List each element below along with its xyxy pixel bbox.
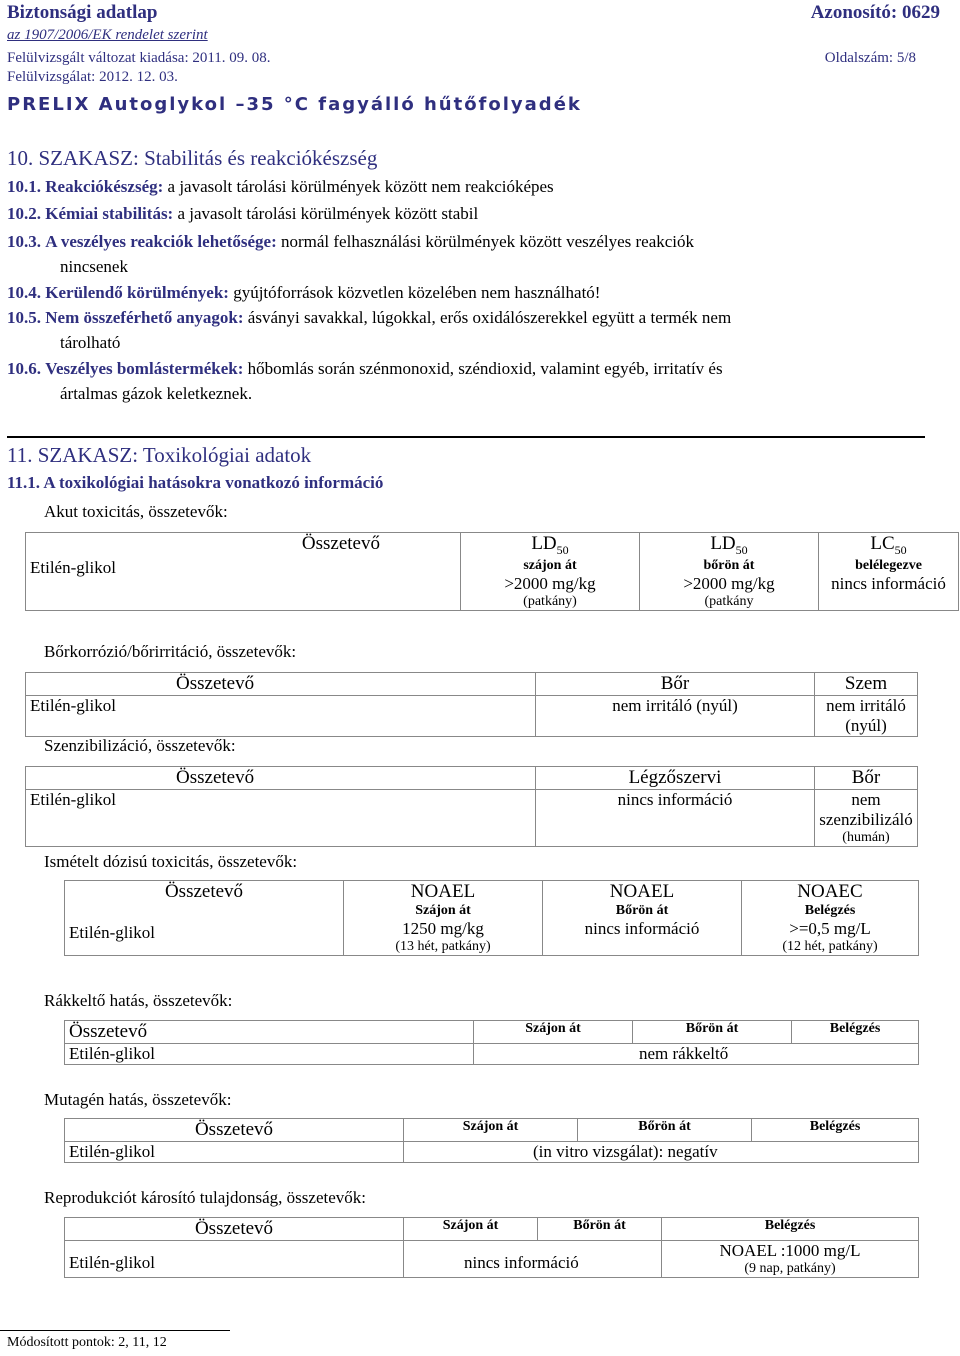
cell-header-oral: Szájon át (474, 1021, 633, 1044)
cell-value: (in vitro vizsgálat): negatív (404, 1142, 919, 1163)
cell-inhal: NOAEL :1000 mg/L (9 nap, patkány) (662, 1241, 919, 1278)
acute-toxicity-table (25, 532, 959, 611)
item-10-6: 10.6. Veszélyes bomlástermékek: hőbomlás során szénmonoxid, széndioxid, valamint egyéb, irritatív és ártalmas gázok keletkeznek. (7, 359, 723, 403)
reproductive-heading: Reprodukciót károsító tulajdonság, összetevők: (44, 1188, 366, 1207)
item-10-4: 10.4. Kerülendő körülmények: gyújtóforrások közvetlen közelében nem használható! (7, 283, 601, 302)
cell-header-ld-oral: $LD_{50}$ (461, 533, 640, 558)
cell-header-oral: Szájon át (404, 1218, 538, 1241)
cell-header-skin: Bőr (815, 767, 918, 790)
item-10-5: 10.5. Nem összeférhető anyagok: ásványi savakkal, lúgokkal, erős oxidálószerekkel együtt a termék nem tárolható (7, 308, 732, 352)
cell-header-skin: Bőr (536, 673, 815, 696)
item-10-2: 10.2. Kémiai stabilitás: a javasolt tárolási körülmények között stabil (7, 204, 479, 223)
cell-header-component: Összetevő (65, 1218, 404, 1241)
sensitization-table (25, 766, 918, 847)
cell-component: Etilén-glikol (26, 558, 461, 611)
sensitization-heading: Szenzibilizáció, összetevők: (44, 736, 236, 755)
product-name: PRELIX Autoglykol –35 °C fagyálló hűtőfolyadék (7, 94, 582, 115)
cell-header-resp: Légzőszervi (536, 767, 815, 790)
revision-date: Felülvizsgálat: 2012. 12. 03. (7, 69, 178, 85)
cell-oral: nincs információ (404, 1241, 662, 1278)
cell-component: Etilén-glikol (65, 1044, 474, 1065)
cell-inhal: Belégzés >=0,5 mg/L (12 hét, patkány) (742, 903, 919, 956)
cell-eye: nem irritáló (nyúl) (815, 696, 918, 737)
modified-points: Módosított pontok: 2, 11, 12 (7, 1335, 167, 1350)
cell-header-noaec: NOAEC (742, 881, 919, 904)
cell-header-noael-oral: NOAEL (344, 881, 543, 904)
cell-header-component: Összetevő (26, 767, 536, 790)
mutagenic-heading: Mutagén hatás, összetevők: (44, 1090, 232, 1109)
cell-header-component: Összetevő (65, 1021, 474, 1044)
cell-component: Etilén-glikol (26, 790, 536, 847)
cell-skin: Bőrön át nincs információ (543, 903, 742, 956)
cell-header-inhal: Belégzés (752, 1119, 919, 1142)
cell-component: Etilén-glikol (65, 1142, 404, 1163)
section-11-1-title: 11.1. A toxikológiai hatásokra vonatkozó információ (7, 473, 384, 492)
cell-header-inhal: Belégzés (792, 1021, 919, 1044)
cell-component: Etilén-glikol (65, 903, 344, 956)
mutagenic-table (64, 1118, 919, 1163)
footer-divider (0, 1330, 230, 1331)
cell-skin: nem szenzibilizáló (humán) (815, 790, 918, 847)
cell-header-oral: Szájon át (404, 1119, 578, 1142)
cell-header-component: Összetevő (65, 881, 344, 904)
cell-header-component: Összetevő (26, 673, 536, 696)
section-11-title: 11. SZAKASZ: Toxikológiai adatok (7, 443, 312, 467)
item-10-3: 10.3. A veszélyes reakciók lehetősége: normál felhasználási körülmények között veszélyes reakciók nincsenek (7, 232, 695, 276)
cell-skin: nem irritáló (nyúl) (536, 696, 815, 737)
carcinogenic-table (64, 1020, 919, 1065)
acute-toxicity-heading: Akut toxicitás, összetevők: (44, 502, 228, 521)
cell-header-skin: Bőrön át (538, 1218, 662, 1241)
skin-corrosion-heading: Bőrkorrózió/bőrirritáció, összetevők: (44, 642, 297, 661)
cell-component: Etilén-glikol (26, 696, 536, 737)
cell-component: Etilén-glikol (65, 1241, 404, 1278)
reproductive-table (64, 1217, 919, 1278)
cell-header-skin: Bőrön át (633, 1021, 792, 1044)
cell-inhal: belélegezve nincs információ (819, 558, 959, 611)
cell-header-component: Összetevő (65, 1119, 404, 1142)
section-10-title: 10. SZAKASZ: Stabilitás és reakciókészség (7, 146, 378, 170)
document-identifier: Azonosító: 0629 (810, 2, 940, 23)
skin-corrosion-table (25, 672, 918, 737)
cell-skin: bőrön át >2000 mg/kg (patkány (640, 558, 819, 611)
cell-value: nem rákkeltő (474, 1044, 919, 1065)
cell-header-skin: Bőrön át (578, 1119, 752, 1142)
cell-header-ld-skin: $LD_{50}$ (640, 533, 819, 558)
carcinogenic-heading: Rákkeltő hatás, összetevők: (44, 991, 233, 1010)
page-number: Oldalszám: 5/8 (824, 50, 916, 66)
cell-header-eye: Szem (815, 673, 918, 696)
cell-header-lc: $LC_{50}$ (819, 533, 959, 558)
cell-oral: Szájon át 1250 mg/kg (13 hét, patkány) (344, 903, 543, 956)
cell-header-inhal: Belégzés (662, 1218, 919, 1241)
cell-header-noael-skin: NOAEL (543, 881, 742, 904)
regulation-reference: az 1907/2006/EK rendelet szerint (7, 27, 208, 43)
cell-oral: szájon át >2000 mg/kg (patkány) (461, 558, 640, 611)
repeated-dose-heading: Ismételt dózisú toxicitás, összetevők: (44, 852, 298, 871)
section-divider (7, 436, 925, 438)
repeated-dose-table (64, 880, 919, 956)
revision-issue: Felülvizsgált változat kiadása: 2011. 09. 08. (7, 50, 271, 66)
document-title: Biztonsági adatlap (7, 2, 158, 23)
cell-resp: nincs információ (536, 790, 815, 847)
cell-header-component: Összetevő (26, 533, 461, 558)
item-10-1: 10.1. Reakciókészség: a javasolt tárolási körülmények között nem reakcióképes (7, 177, 554, 196)
